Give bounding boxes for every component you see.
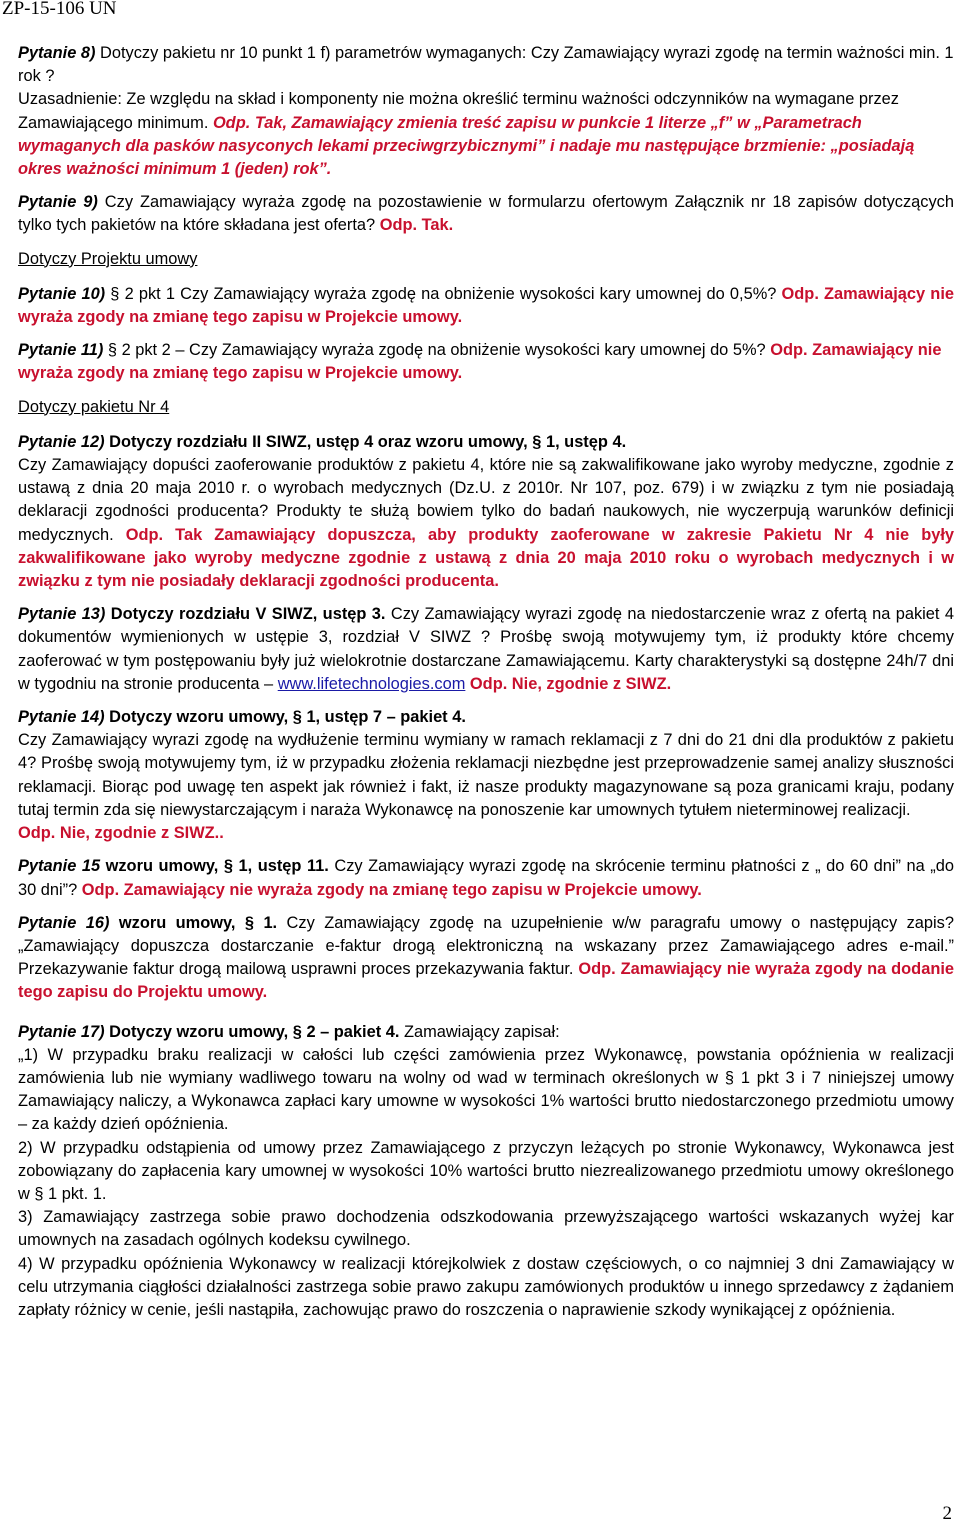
- quoted-point: 3) Zamawiający zastrzega sobie prawo dochodzenia odszkodowania przewyższającego wartości wskazanych wyżej kar umownych na zasadach ogólnych kodeksu cywilnego.: [18, 1208, 954, 1250]
- question-subject: wzoru umowy, § 1, ustęp 11.: [100, 857, 329, 876]
- section-heading-contract: Dotyczy Projektu umowy: [18, 249, 198, 268]
- question-label: Pytanie 8): [18, 44, 96, 62]
- document-code: ZP-15-106 UN: [2, 0, 117, 19]
- question-14: [18, 706, 954, 845]
- producer-link[interactable]: www.lifetechnologies.com: [277, 674, 466, 693]
- question-text: Zamawiający zapisał:: [399, 1022, 560, 1041]
- question-13: [18, 603, 954, 696]
- answer-text: Odp. Zamawiający nie wyraża zgody na zmianę tego zapisu w Projekcie umowy.: [81, 880, 702, 899]
- quoted-point: 4) W przypadku opóźnienia Wykonawcy w realizacji którejkolwiek z dostaw częściowych, o co najmniej 3 dni Zamawiający w celu utrzymania ciągłości działalności zastrzega sobie prawo zakupu zamówionych produktów u innego sprzedawcy z żądaniem zapłaty różnicy w cenie, jeśli nastąpiła, zachowując prawo do roszczenia o naprawienie szkody wynikającej z opóźnienia.: [18, 1254, 954, 1319]
- question-text: Czy Zamawiający dopuści zaoferowanie produktów z pakietu 4, które nie są zakwalifikowane jako wyroby medyczne, zgodnie z ustawą z dnia 20 maja 2010 r. o wyrobach medycznych (Dz.U. z 2010r. Nr 107, poz. 679) i w związku z tym nie posiadają deklaracji zgodności producenta? Produkty te służą bowiem tylko do badań naukowych, nie wyczerpują warunków definicji medycznych.: [18, 456, 954, 544]
- question-text: Dotyczy pakietu nr 10 punkt 1 f) parametrów wymaganych: Czy Zamawiający wyrazi zgodę na termin ważności min. 1 rok ?: [18, 44, 954, 86]
- question-8: [18, 42, 954, 181]
- quoted-point: 2) W przypadku odstąpienia od umowy przez Zamawiającego z przyczyn leżących po stronie Wykonawcy, Wykonawca jest zobowiązany do zapłacenia kary umownej w wysokości 10% wartości brutto niezrealizowanego przedmiotu umowy określonego w § 1 pkt. 1.: [18, 1138, 954, 1203]
- answer-text: Odp. Tak, Zamawiający zmienia treść zapisu w punkcie 1 literze „f” w „Parametrach wymaganych dla pasków nasyconych lekami przeciwgrzybicznymi” i nadaje mu następujące brzmienie: „posiadają okres ważności minimum 1 (jeden) rok”.: [18, 113, 915, 179]
- question-label: Pytanie 15: [18, 857, 101, 876]
- question-label: Pytanie 13): [18, 605, 106, 624]
- answer-text: Odp. Zamawiający nie wyraża zgody na zmianę tego zapisu w Projekcie umowy.: [18, 341, 942, 383]
- document-body: [18, 42, 954, 1322]
- question-text: Czy Zamawiający wyraża zgodę na pozostawienie w formularzu ofertowym Załącznik nr 18 zapisów dotyczących tylko tych pakietów na które składana jest oferta?: [18, 193, 954, 235]
- question-heading: [18, 1021, 954, 1044]
- question-label: Pytanie 17): [18, 1022, 105, 1041]
- section-heading-package: Dotyczy pakietu Nr 4: [18, 397, 170, 416]
- question-label: Pytanie 11): [18, 341, 104, 360]
- question-text: Czy Zamawiający zgodę na uzupełnienie w/w paragrafu umowy o następujący zapis? „Zamawiający dopuszcza dostarczanie e-faktur drogą elektroniczną na wskazany przez Zamawiającego adres e-mail.” Przekazywanie faktur drogą mailową usprawni proces przekazywania faktur.: [18, 913, 954, 979]
- question-subject: Dotyczy wzoru umowy, § 2 – pakiet 4.: [104, 1022, 400, 1041]
- answer-text: Odp. Nie, zgodnie z SIWZ..: [18, 824, 224, 843]
- question-text: Czy Zamawiający wyrazi zgodę na skrócenie terminu płatności z „ do 60 dni” na „do 30 dni”?: [18, 857, 954, 899]
- question-label: Pytanie 12): [18, 432, 105, 451]
- answer-text: Odp. Zamawiający nie wyraża zgody na zmianę tego zapisu w Projekcie umowy.: [18, 284, 954, 327]
- quoted-point: „1) W przypadku braku realizacji w całości lub części zamówienia przez Wykonawcę, powstania opóźnienia w realizacji zamówienia lub nie wymiany wadliwego towaru na wolny od wad w terminach określonych w § 1 pkt 3 i 7 niniejszej umowy Zamawiający naliczy, a Wykonawca zapłaci kary umowne w wysokości 1% wartości brutto niedostarczonego przedmiotu umowy – za każdy dzień opóźnienia.: [18, 1045, 954, 1134]
- question-12: [18, 431, 954, 593]
- question-subject: wzoru umowy, § 1.: [109, 913, 278, 932]
- question-text: § 2 pkt 1 Czy Zamawiający wyraża zgodę na obniżenie wysokości kary umownej do 0,5%?: [105, 284, 782, 303]
- answer-text: Odp. Nie, zgodnie z SIWZ.: [465, 674, 672, 693]
- question-17: [18, 1021, 954, 1323]
- answer-text: Odp. Tak Zamawiający dopuszcza, aby produkty zaoferowane w zakresie Pakietu Nr 4 nie były zakwalifikowane jako wyroby medyczne zgodnie z ustawą z dnia 20 maja 2010 roku o wyrobach medycznych i w związku z tym nie posiadały deklaracji zgodności producenta.: [18, 525, 954, 591]
- question-11: [18, 339, 954, 385]
- question-text: Czy Zamawiający wyrazi zgodę na niedostarczenie wraz z ofertą na pakiet 4 dokumentów wymienionych w ustępie 3, rozdział V SIWZ ? Prośbę swoją motywujemy tym, iż produkty które chcemy zaoferować w tym postępowaniu były już wielokrotnie dostarczane Zamawiającemu. Karty charakterystyki są dostępne 24h/7 dni w tygodniu na stronie producenta –: [18, 605, 954, 693]
- question-text: Czy Zamawiający wyrazi zgodę na wydłużenie terminu wymiany w ramach reklamacji z 7 dni do 21 dni dla produktów z pakietu 4? Prośbę swoją motywujemy tym, iż w przypadku złożenia reklamacji niezbędne jest przeprowadzenie samej analizy słuszności reklamacji. Biorąc pod uwagę ten aspekt jak również i fakt, iż nasze produkty magazynowane są poza granicami kraju, podany tutaj termin zda się niewystarczającym i naraża Wykonawcę na ponoszenie kar umownych tytułem nieterminowej realizacji.: [18, 731, 954, 819]
- question-label: Pytanie 14): [18, 708, 105, 727]
- question-label: Pytanie 16): [18, 913, 110, 932]
- answer-text: Odp. Zamawiający nie wyraża zgody na dodanie tego zapisu do Projektu umowy.: [18, 960, 954, 1002]
- question-10: [18, 283, 954, 329]
- question-15: [18, 855, 954, 901]
- question-text: § 2 pkt 2 – Czy Zamawiający wyraża zgodę na obniżenie wysokości kary umownej do 5%?: [103, 341, 771, 360]
- page-number: 2: [942, 1503, 952, 1524]
- question-justification: Uzasadnienie: Ze względu na skład i komponenty nie można określić terminu ważności odczynników na wymagane przez Zamawiającego minimum.: [18, 90, 899, 132]
- question-label: Pytanie 9): [18, 193, 98, 212]
- question-subject: Dotyczy wzoru umowy, § 1, ustęp 7 – pakiet 4.: [104, 708, 466, 727]
- question-9: [18, 191, 954, 237]
- question-subject: Dotyczy rozdziału V SIWZ, ustęp 3.: [105, 605, 386, 624]
- question-16: [18, 912, 954, 1005]
- answer-text: Odp. Tak.: [379, 216, 454, 235]
- question-label: Pytanie 10): [18, 284, 106, 303]
- question-subject: Dotyczy rozdziału II SIWZ, ustęp 4 oraz wzoru umowy, § 1, ustęp 4.: [104, 432, 627, 451]
